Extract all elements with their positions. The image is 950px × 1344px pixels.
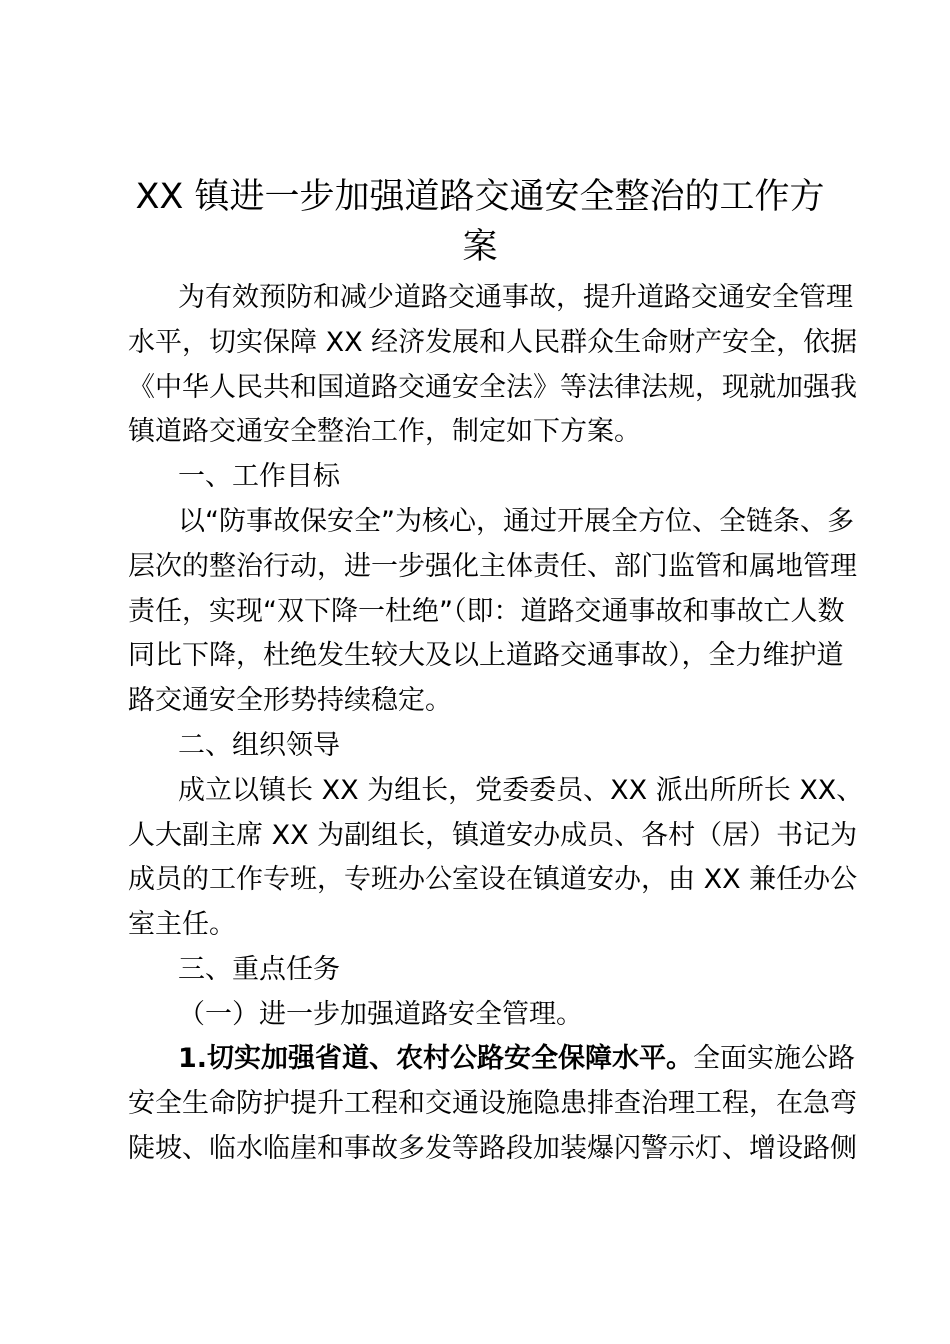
paragraph-goals-line-5: 路交通安全形势持续稳定。 — [128, 685, 452, 716]
paragraph-intro-line-4: 镇道路交通安全整治工作，制定如下方案。 — [128, 416, 641, 447]
section-heading-tasks: 三、重点任务 — [178, 954, 340, 985]
paragraph-leadership-line-1: 成立以镇长 XX 为组长，党委委员、XX 派出所所长 XX、 — [178, 775, 864, 806]
paragraph-leadership-line-2: 人大副主席 XX 为副组长，镇道安办成员、各村（居）书记为 — [128, 820, 858, 851]
paragraph-task1-line-1 — [178, 1041, 856, 1077]
paragraph-leadership-line-3: 成员的工作专班，专班办公室设在镇道安办，由 XX 兼任办公 — [128, 864, 858, 895]
paragraph-intro-line-2: 水平，切实保障 XX 经济发展和人民群众生命财产安全，依据 — [128, 327, 858, 358]
paragraph-leadership-line-4: 室主任。 — [128, 909, 236, 940]
paragraph-goals-line-1: 以“防事故保安全”为核心，通过开展全方位、全链条、多 — [178, 506, 854, 537]
paragraph-task1-line-3: 陡坡、临水临崖和事故多发等路段加装爆闪警示灯、增设路侧 — [128, 1133, 857, 1164]
paragraph-goals-line-3: 责任，实现“双下降一杜绝”（即：道路交通事故和事故亡人数 — [128, 596, 845, 627]
document-title-line-2: 案 — [462, 227, 498, 267]
task1-text-start: 全面实施公路 — [693, 1043, 856, 1074]
paragraph-intro-line-1: 为有效预防和减少道路交通事故，提升道路交通安全管理 — [178, 282, 853, 313]
paragraph-goals-line-2: 层次的整治行动，进一步强化主体责任、部门监管和属地管理 — [128, 551, 857, 582]
paragraph-task1-line-2: 安全生命防护提升工程和交通设施隐患排查治理工程，在急弯 — [128, 1088, 857, 1119]
document-title-line-1: XX 镇进一步加强道路交通安全整治的工作方 — [135, 177, 825, 217]
subsection-heading-road-safety: （一）进一步加强道路安全管理。 — [178, 999, 583, 1030]
paragraph-goals-line-4: 同比下降，杜绝发生较大及以上道路交通事故），全力维护道 — [128, 640, 844, 671]
paragraph-intro-line-3: 《中华人民共和国道路交通安全法》等法律法规，现就加强我 — [128, 372, 857, 403]
section-heading-goals: 一、工作目标 — [178, 461, 340, 492]
section-heading-leadership: 二、组织领导 — [178, 730, 340, 761]
task1-heading: 1.切实加强省道、农村公路安全保障水平。 — [178, 1043, 694, 1074]
